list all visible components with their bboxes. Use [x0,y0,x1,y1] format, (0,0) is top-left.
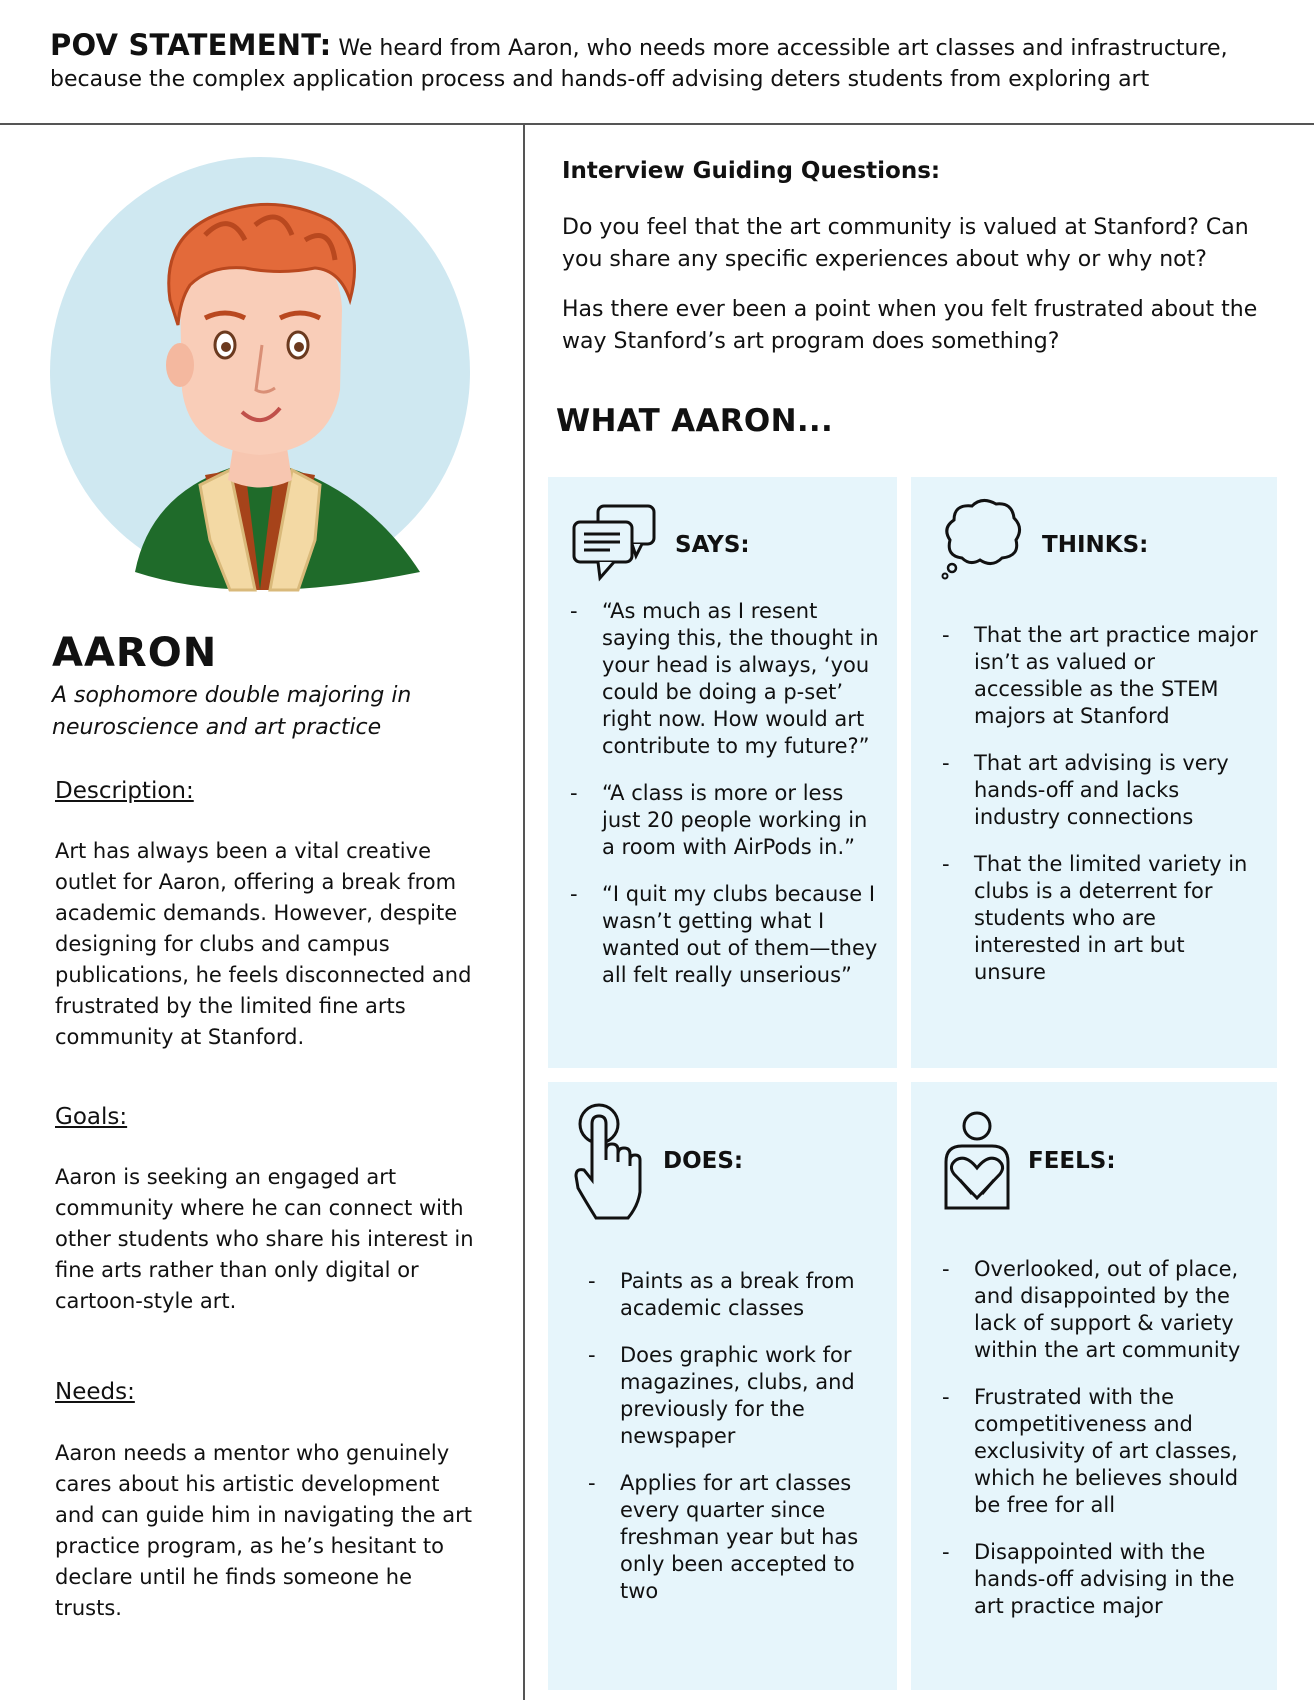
pointing-hand-icon [572,1102,642,1222]
pov-header [0,0,1314,125]
list-item: - Overlooked, out of place, and disappointed by the lack of support & variety within the art community [942,1256,1262,1364]
list-item: - “As much as I resent saying this, the thought in your head is always, ‘you could be doing a p-set’ right now. How would art contribute to my future?” [570,598,880,760]
persona-name: AARON [52,630,218,676]
needs-text: Aaron needs a mentor who genuinely cares about his artistic development and can guide him in navigating the art practice program, as he’s hesitant to declare until he finds someone he trusts. [55,1441,472,1620]
list-item: - That the limited variety in clubs is a deterrent for students who are interested in art but unsure [942,851,1262,986]
list-item: - That the art practice major isn’t as valued or accessible as the STEM majors at Stanford [942,622,1262,730]
description-text: Art has always been a vital creative outlet for Aaron, offering a break from academic demands. However, despite designing for clubs and campus publications, he feels disconnected and frustrated by the limited fine arts community at Stanford. [55,839,472,1049]
list-item: - Paints as a break from academic classes [588,1268,878,1322]
list-item: - “I quit my clubs because I wasn’t getting what I wanted out of them—they all felt really unserious” [570,881,880,989]
feels-list [942,1256,1262,1640]
needs-heading: Needs: [55,1379,135,1405]
thinks-list [942,622,1262,1006]
pov-label: POV STATEMENT: [50,28,332,62]
avatar-illustration [30,150,490,600]
interview-question: Do you feel that the art community is valued at Stanford? Can you share any specific experiences about why or why not? [562,215,1249,272]
says-title: SAYS: [675,532,750,558]
list-item: - Disappointed with the hands-off advising in the art practice major [942,1539,1262,1620]
thought-cloud-icon [940,496,1025,581]
column-divider [523,125,525,1700]
pov-text: We heard from Aaron, who needs more accessible art classes and infrastructure, because the complex application process and hands-off advising deters students from exploring art [50,36,1228,92]
feels-title: FEELS: [1028,1148,1116,1174]
does-title: DOES: [663,1148,744,1174]
list-item: - That art advising is very hands-off and lacks industry connections [942,750,1262,831]
description-heading: Description: [55,778,194,804]
speech-bubbles-icon [570,502,660,582]
person-heart-icon [942,1110,1012,1210]
list-item: - Applies for art classes every quarter since freshman year but has only been accepted to two [588,1470,878,1605]
goals-heading: Goals: [55,1104,128,1130]
list-item: - Does graphic work for magazines, clubs, and previously for the newspaper [588,1342,878,1450]
list-item: - Frustrated with the competitiveness and exclusivity of art classes, which he believes should be free for all [942,1384,1262,1519]
pov-statement [50,30,1280,95]
thinks-title: THINKS: [1042,532,1149,558]
goals-text: Aaron is seeking an engaged art community where he can connect with other students who share his interest in fine arts rather than only digital or cartoon-style art. [55,1165,474,1313]
persona-subtitle: A sophomore double majoring in neuroscience and art practice [52,683,412,740]
interview-question: Has there ever been a point when you felt frustrated about the way Stanford’s art program does something? [562,297,1258,354]
what-heading: WHAT AARON... [556,403,834,439]
does-list [588,1268,878,1625]
interview-heading: Interview Guiding Questions: [562,158,941,184]
list-item: - “A class is more or less just 20 people working in a room with AirPods in.” [570,780,880,861]
says-list [570,598,880,1009]
